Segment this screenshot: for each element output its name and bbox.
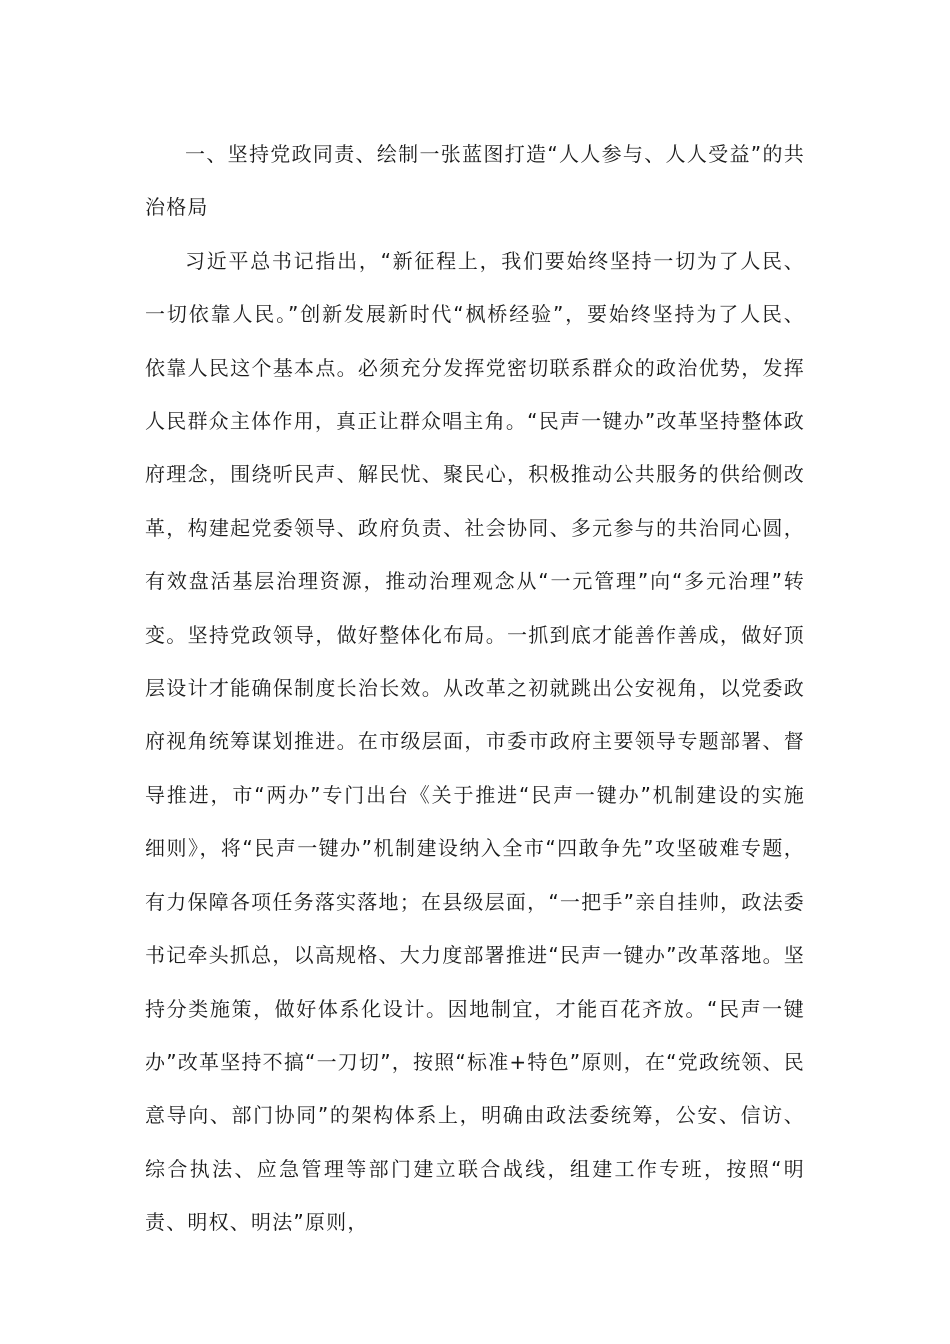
section-heading: 一、坚持党政同责、绘制一张蓝图打造“人人参与、人人受益”的共治格局 <box>145 142 805 220</box>
body-paragraph: 习近平总书记指出，“新征程上，我们要始终坚持一切为了人民、一切依靠人民。”创新发展新时代“枫桥经验”，要始终坚持为了人民、依靠人民这个基本点。必须充分发挥党密切联系群众的政治优势，发挥人民群众主体作用，真正让群众唱主角。“民声一键办”改革坚持整体政府理念，围绕听民声、解民忧、聚民心，积极推动公共服务的供给侧改革，构建起党委领导、政府负责、社会协同、多元参与的共治同心圆，有效盘活基层治理资源，推动治理观念从“一元管理”向“多元治理”转变。坚持党政领导，做好整体化布局。一抓到底才能善作善成，做好顶层设计才能确保制度长治长效。从改革之初就跳出公安视角，以党委政府视角统筹谋划推进。在市级层面，市委市政府主要领导专题部署、督导推进，市“两办”专门出台《关于推进“民声一键办”机制建设的实施细则》，将“民声一键办”机制建设纳入全市“四敢争先”攻坚破难专题，有力保障各项任务落实落地；在县级层面，“一把手”亲自挂帅，政法委书记牵头抓总，以高规格、大力度部署推进“民声一键办”改革落地。坚持分类施策，做好体系化设计。因地制宜，才能百花齐放。“民声一键办”改革坚持不搞“一刀切”，按照“标准+特色”原则，在“党政统领、民意导向、部门协同”的架构体系上，明确由政法委统筹，公安、信访、综合执法、应急管理等部门建立联合战线，组建工作专班，按照“明责、明权、明法”原则， <box>145 248 805 1235</box>
document-page <box>145 128 805 1250</box>
